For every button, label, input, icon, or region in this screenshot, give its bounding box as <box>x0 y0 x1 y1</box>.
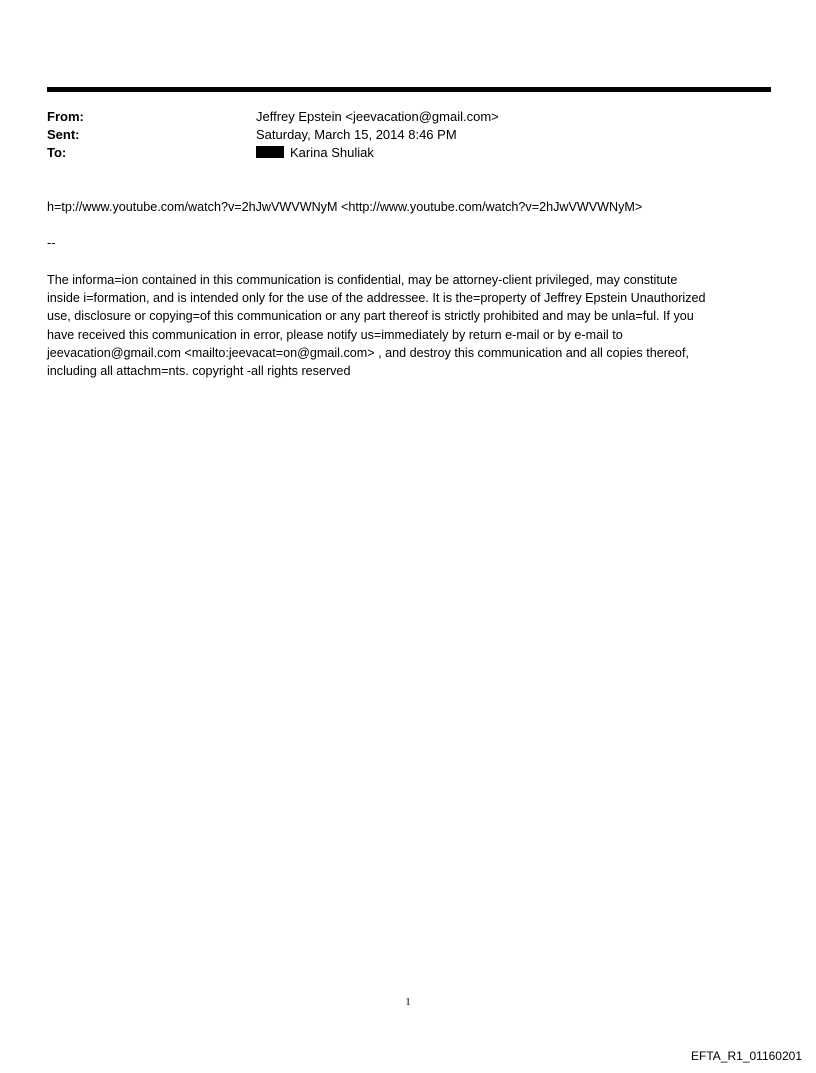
from-label: From: <box>47 109 84 124</box>
to-value: Karina Shuliak <box>290 145 374 160</box>
disclaimer-line: The informa=ion contained in this communication is confidential, may be attorney-client privileged, may constitute <box>47 273 678 287</box>
disclaimer-line: use, disclosure or copying=of this communication or any part thereof is strictly prohibited and may be unla=ful. If you <box>47 309 694 324</box>
disclaimer-line: including all attachm=nts. copyright -all rights reserved <box>47 364 351 379</box>
disclaimer-line: inside i=formation, and is intended only for the use of the addressee. It is the=property of Jeffrey Epstein Unauthorized <box>47 291 706 306</box>
to-label: To: <box>47 145 67 160</box>
page-number: 1 <box>405 996 411 1008</box>
from-value: Jeffrey Epstein <jeevacation@gmail.com> <box>256 109 499 124</box>
to-value-wrapper <box>256 144 374 162</box>
sent-value: Saturday, March 15, 2014 8:46 PM <box>256 127 457 142</box>
header-rule <box>47 87 771 92</box>
disclaimer-line: have received this communication in error, please notify us=immediately by return e-mail or by e-mail to <box>47 327 623 342</box>
disclaimer-line: jeevacation@gmail.com <mailto:jeevacat=on@gmail.com> , and destroy this communication and all copies thereof, <box>47 345 689 360</box>
confidentiality-disclaimer <box>47 271 777 380</box>
bates-number: EFTA_R1_01160201 <box>691 1049 802 1063</box>
redaction-box <box>256 146 284 158</box>
sent-label: Sent: <box>47 127 80 142</box>
signature-separator: -- <box>47 236 56 250</box>
youtube-link-line[interactable]: h=tp://www.youtube.com/watch?v=2hJwVWVWNyM <http://www.youtube.com/watch?v=2hJwVWVWNyM> <box>47 200 643 214</box>
